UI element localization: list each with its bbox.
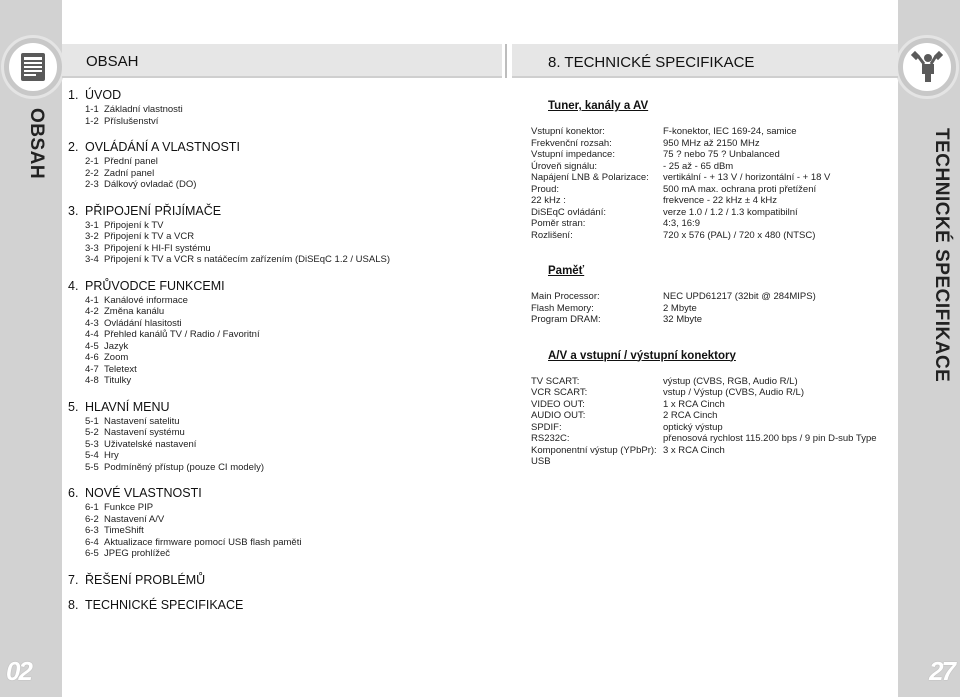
spec-row <box>531 456 891 468</box>
spec-label: Program DRAM: <box>531 314 601 325</box>
spec-value: 32 Mbyte <box>663 314 703 325</box>
spec-row <box>531 218 891 230</box>
wrench-person-icon <box>898 38 956 96</box>
toc-section-number: 6. <box>68 486 79 500</box>
toc-section-title: PRŮVODCE FUNKCEMI <box>85 278 225 293</box>
toc-item <box>68 548 488 560</box>
toc-section <box>68 486 488 560</box>
toc-item-number: 3-3 <box>85 242 99 254</box>
spec-value: 3 x RCA Cinch <box>663 444 725 456</box>
technical-specifications <box>531 100 891 492</box>
spec-block-title: Tuner, kanály a AV <box>548 100 649 112</box>
spec-value: frekvence - 22 kHz ± 4 kHz <box>663 195 777 206</box>
header-left <box>62 44 502 78</box>
toc-section-number: 2. <box>68 140 79 154</box>
toc-item-number: 4-5 <box>85 340 99 352</box>
toc-item-label: Dálkový ovladač (DO) <box>104 179 197 190</box>
side-title-left: OBSAH <box>26 108 47 180</box>
toc-item-number: 4-6 <box>85 352 99 363</box>
spec-block-title: A/V a vstupní / výstupní konektory <box>548 349 736 362</box>
toc-item <box>68 179 488 191</box>
toc-section <box>68 140 488 191</box>
toc-item-number: 6-5 <box>85 548 99 559</box>
toc-item-label: Funkce PIP <box>104 502 154 513</box>
toc-item-label: Aktualizace firmware pomocí USB flash paměti <box>104 536 302 548</box>
toc-item-number: 4-3 <box>85 317 99 329</box>
toc-item <box>68 427 488 439</box>
toc-section-title: ÚVOD <box>85 88 122 102</box>
toc-item-number: 6-3 <box>85 525 99 536</box>
spec-label: Vstupní konektor: <box>531 126 605 137</box>
toc-item-number: 4-4 <box>85 329 99 340</box>
side-title-right: TECHNICKÉ SPECIFIKACE <box>931 128 952 383</box>
toc-section-number: 7. <box>68 572 79 587</box>
page-title-right: 8. TECHNICKÉ SPECIFIKACE <box>548 54 755 71</box>
toc-item <box>68 537 488 549</box>
spec-label: Flash Memory: <box>531 302 594 314</box>
toc-item-number: 3-4 <box>85 254 99 265</box>
toc-item-label: Teletext <box>104 363 137 375</box>
spec-value: F-konektor, IEC 169-24, samice <box>663 126 797 137</box>
spec-value <box>663 456 891 468</box>
toc-item-label: Příslušenství <box>104 115 159 127</box>
toc-item-label: Jazyk <box>104 340 129 352</box>
spec-value: výstup (CVBS, RGB, Audio R/L) <box>663 375 798 387</box>
toc-section <box>68 400 488 474</box>
toc-section-heading <box>68 140 488 155</box>
toc-item-label: Hry <box>104 450 119 461</box>
toc-item <box>68 352 488 364</box>
spec-row <box>531 399 891 411</box>
spec-row <box>531 126 891 138</box>
spec-row <box>531 184 891 196</box>
spec-row <box>531 207 891 219</box>
spec-value: 500 mA max. ochrana proti přetížení <box>663 183 817 195</box>
toc-item <box>68 375 488 387</box>
spec-value: 4:3, 16:9 <box>663 218 700 229</box>
toc-item-label: JPEG prohlížeč <box>104 548 170 559</box>
toc-item-label: Základní vlastnosti <box>104 104 183 115</box>
spec-row <box>531 410 891 422</box>
toc-item-label: Změna kanálu <box>104 306 165 317</box>
toc-section-heading <box>68 598 488 613</box>
spec-label: VIDEO OUT: <box>531 398 585 410</box>
spec-label: Poměr stran: <box>531 218 586 229</box>
toc-item <box>68 450 488 462</box>
toc-section-heading <box>68 486 488 501</box>
spec-label: Rozlišení: <box>531 229 573 241</box>
toc-item-number: 4-1 <box>85 294 99 306</box>
spec-row <box>531 314 891 326</box>
toc-item-number: 1-2 <box>85 115 99 127</box>
toc-section-title: TECHNICKÉ SPECIFIKACE <box>85 597 244 612</box>
toc-section-title: HLAVNÍ MENU <box>85 399 170 414</box>
spec-value: - 25 až - 65 dBm <box>663 160 734 172</box>
spec-label: AUDIO OUT: <box>531 410 586 421</box>
left-sidebar <box>0 0 62 697</box>
toc-item-label: Uživatelské nastavení <box>104 438 197 450</box>
spec-label: Main Processor: <box>531 291 600 302</box>
toc-item-label: Nastavení systému <box>104 427 185 438</box>
toc-item-number: 2-3 <box>85 179 99 190</box>
toc-section-heading <box>68 279 488 294</box>
spec-block <box>531 100 891 241</box>
spec-row <box>531 138 891 150</box>
toc-section-title: OVLÁDÁNÍ A VLASTNOSTI <box>85 140 240 154</box>
toc-item <box>68 254 488 266</box>
toc-item-number: 3-2 <box>85 231 99 242</box>
spec-row <box>531 149 891 161</box>
spec-label: Proud: <box>531 183 559 195</box>
page-title-left: OBSAH <box>86 53 139 70</box>
spec-row <box>531 387 891 399</box>
toc-item <box>68 416 488 428</box>
toc-item <box>68 168 488 180</box>
toc-item <box>68 329 488 341</box>
toc-item <box>68 502 488 514</box>
spec-value: verze 1.0 / 1.2 / 1.3 kompatibilní <box>663 206 798 218</box>
spec-value: 2 RCA Cinch <box>663 410 718 421</box>
spec-row <box>531 433 891 445</box>
toc-item <box>68 104 488 116</box>
toc-section <box>68 598 488 613</box>
spec-value: 1 x RCA Cinch <box>663 398 725 410</box>
toc-item-number: 5-1 <box>85 415 99 427</box>
page-number-left: 02 <box>6 656 31 686</box>
spec-label: Úroveň signálu: <box>531 160 598 172</box>
page-number-right: 27 <box>929 656 954 686</box>
toc-item-label: Titulky <box>104 375 132 386</box>
toc-item <box>68 525 488 537</box>
spec-row <box>531 422 891 434</box>
spec-label: DiSEqC ovládání: <box>531 206 606 218</box>
toc-section-number: 8. <box>68 597 79 612</box>
toc-item <box>68 156 488 168</box>
spec-row <box>531 291 891 303</box>
toc-section-title: ŘEŠENÍ PROBLÉMŮ <box>85 572 206 587</box>
toc-item <box>68 243 488 255</box>
spec-label: TV SCART: <box>531 375 580 387</box>
spec-block <box>531 265 891 326</box>
header-right <box>512 44 898 78</box>
spec-value: 950 MHz až 2150 MHz <box>663 137 760 149</box>
spec-block-title: Paměť <box>548 265 585 277</box>
toc-section-title: NOVÉ VLASTNOSTI <box>85 486 202 500</box>
spec-value: optický výstup <box>663 421 723 433</box>
toc-item-number: 5-4 <box>85 450 99 461</box>
toc-item <box>68 231 488 243</box>
toc-item-number: 5-5 <box>85 461 99 473</box>
toc-item <box>68 364 488 376</box>
spec-row <box>531 230 891 242</box>
toc-item <box>68 514 488 526</box>
toc-item-label: Nastavení satelitu <box>104 415 180 427</box>
spec-value: přenosová rychlost 115.200 bps / 9 pin D-sub Type <box>663 433 877 444</box>
toc-section-number: 4. <box>68 278 79 293</box>
toc-item <box>68 306 488 318</box>
toc-item <box>68 341 488 353</box>
toc-item-number: 5-2 <box>85 427 99 438</box>
spec-label: USB <box>531 456 551 467</box>
toc-section-number: 5. <box>68 399 79 414</box>
toc-item-label: Zadní panel <box>104 167 155 179</box>
spec-label: VCR SCART: <box>531 387 588 398</box>
toc-item-number: 2-2 <box>85 167 99 179</box>
toc-section <box>68 279 488 387</box>
toc-item-label: Zoom <box>104 352 129 363</box>
spec-row <box>531 161 891 173</box>
toc-item-number: 4-7 <box>85 363 99 375</box>
spec-label: Komponentní výstup (YPbPr): <box>531 444 657 456</box>
table-of-contents <box>68 88 488 623</box>
spec-label: RS232C: <box>531 433 570 444</box>
toc-item-number: 2-1 <box>85 156 99 167</box>
toc-item-number: 6-1 <box>85 502 99 513</box>
spec-row <box>531 172 891 184</box>
toc-item-label: Připojení k TV a VCR <box>104 231 195 242</box>
toc-section-heading <box>68 204 488 219</box>
spec-row <box>531 445 891 457</box>
toc-item <box>68 295 488 307</box>
spec-row <box>531 303 891 315</box>
spec-label: Frekvenční rozsah: <box>531 137 612 149</box>
spec-row <box>531 195 891 207</box>
toc-item-label: Přední panel <box>104 156 158 167</box>
document-icon <box>4 38 62 96</box>
toc-item-label: Podmíněný přístup (pouze CI modely) <box>104 461 264 473</box>
toc-item <box>68 220 488 232</box>
spec-label: Napájení LNB & Polarizace: <box>531 172 649 183</box>
toc-item <box>68 439 488 451</box>
toc-section-number: 1. <box>68 88 79 102</box>
toc-item-number: 1-1 <box>85 104 99 115</box>
spec-value: 75 ? nebo 75 ? Unbalanced <box>663 149 780 160</box>
spec-value: vertikální - + 13 V / horizontální - + 18 V <box>663 172 831 183</box>
toc-item-number: 3-1 <box>85 219 99 231</box>
toc-section <box>68 88 488 127</box>
toc-section <box>68 573 488 588</box>
toc-item-label: Připojení k TV <box>104 219 164 231</box>
toc-item <box>68 116 488 128</box>
spec-row <box>531 376 891 388</box>
spec-block <box>531 350 891 468</box>
toc-item-label: Kanálové informace <box>104 294 188 306</box>
toc-section-title: PŘIPOJENÍ PŘIJÍMAČE <box>85 203 222 218</box>
spec-label: SPDIF: <box>531 421 562 433</box>
toc-item-number: 4-2 <box>85 306 99 317</box>
toc-item-label: TimeShift <box>104 525 144 536</box>
toc-section-heading <box>68 400 488 415</box>
toc-item-number: 6-2 <box>85 513 99 525</box>
toc-item-number: 4-8 <box>85 375 99 386</box>
spec-value: 2 Mbyte <box>663 302 697 314</box>
toc-item-label: Ovládání hlasitosti <box>104 317 182 329</box>
spec-value: 720 x 576 (PAL) / 720 x 480 (NTSC) <box>663 229 816 241</box>
toc-item-label: Přehled kanálů TV / Radio / Favoritní <box>104 329 260 340</box>
toc-item-number: 6-4 <box>85 536 99 548</box>
toc-section-number: 3. <box>68 203 79 218</box>
toc-item <box>68 462 488 474</box>
toc-section-heading <box>68 573 488 588</box>
toc-section <box>68 204 488 266</box>
toc-item <box>68 318 488 330</box>
header-divider <box>505 44 507 78</box>
spec-value: vstup / Výstup (CVBS, Audio R/L) <box>663 387 804 398</box>
toc-item-label: Připojení k HI-FI systému <box>104 242 211 254</box>
toc-item-number: 5-3 <box>85 438 99 450</box>
spec-label: Vstupní impedance: <box>531 149 615 160</box>
spec-value: NEC UPD61217 (32bit @ 284MIPS) <box>663 291 816 302</box>
spec-label: 22 kHz : <box>531 195 566 206</box>
toc-item-label: Nastavení A/V <box>104 513 165 525</box>
toc-section-heading <box>68 88 488 103</box>
toc-item-label: Připojení k TV a VCR s natáčecím zařízením (DiSEqC 1.2 / USALS) <box>104 254 390 265</box>
